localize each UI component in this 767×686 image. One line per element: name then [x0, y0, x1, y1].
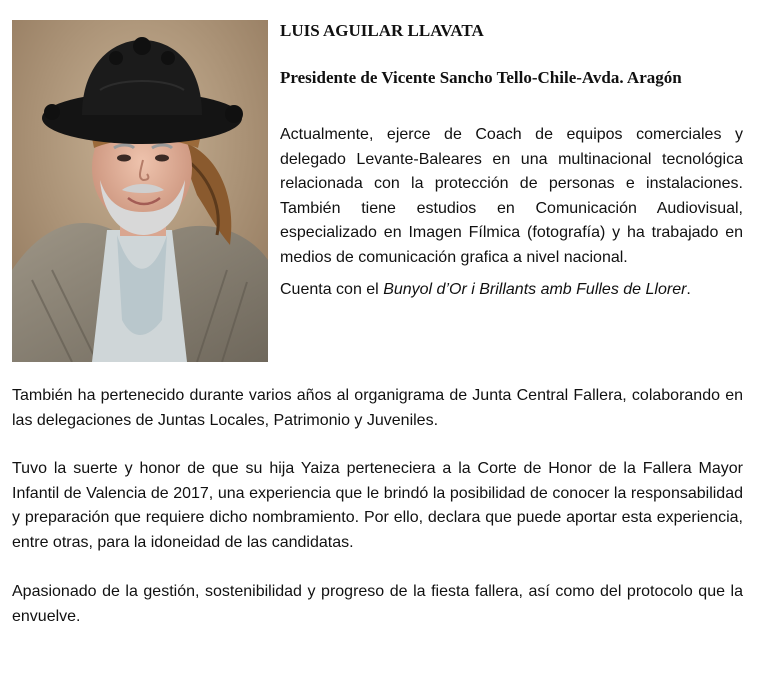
paragraph-passion: Apasionado de la gestión, sostenibilidad y progreso de la fiesta fallera, así como del protocolo que la envuelve.: [12, 583, 743, 625]
paragraph-award: [280, 278, 743, 303]
paragraph-corte-honor: Tuvo la suerte y honor de que su hija Yaiza perteneciera a la Corte de Honor de la Fallera Mayor Infantil de Valencia de 2017, una experiencia que le brindó la posibilidad de conocer la responsabilidad y preparación que requiere dicho nombramiento. Por ello, declara que puede aportar esta experiencia, entre otras, para la idoneidad de las candidatas.: [12, 460, 743, 551]
portrait-illustration: [12, 20, 268, 362]
award-title: Bunyol d’Or i Brillants amb Fulles de Llorer: [383, 281, 687, 298]
paragraph-career: Actualmente, ejerce de Coach de equipos comerciales y delegado Levante-Baleares en una multinacional tecnológica relacionada con la protección de personas e instalaciones. También tiene estudios en Comunicación Audiovisual, especializado en Imagen Fílmica (fotografía) y ha trabajado en medios de comunicación grafica a nivel nacional.: [280, 126, 743, 266]
paragraph-junta-central: También ha pertenecido durante varios años al organigrama de Junta Central Fallera, colaborando en las delegaciones de Juntas Locales, Patrimonio y Juveniles.: [12, 387, 743, 429]
header-and-intro: [280, 20, 743, 303]
person-name: LUIS AGUILAR LLAVATA: [280, 21, 484, 40]
portrait-photo: [12, 20, 268, 362]
award-prefix: Cuenta con el: [280, 281, 384, 298]
person-role: Presidente de Vicente Sancho Tello-Chile-Avda. Aragón: [280, 68, 682, 87]
award-suffix: .: [686, 281, 691, 298]
